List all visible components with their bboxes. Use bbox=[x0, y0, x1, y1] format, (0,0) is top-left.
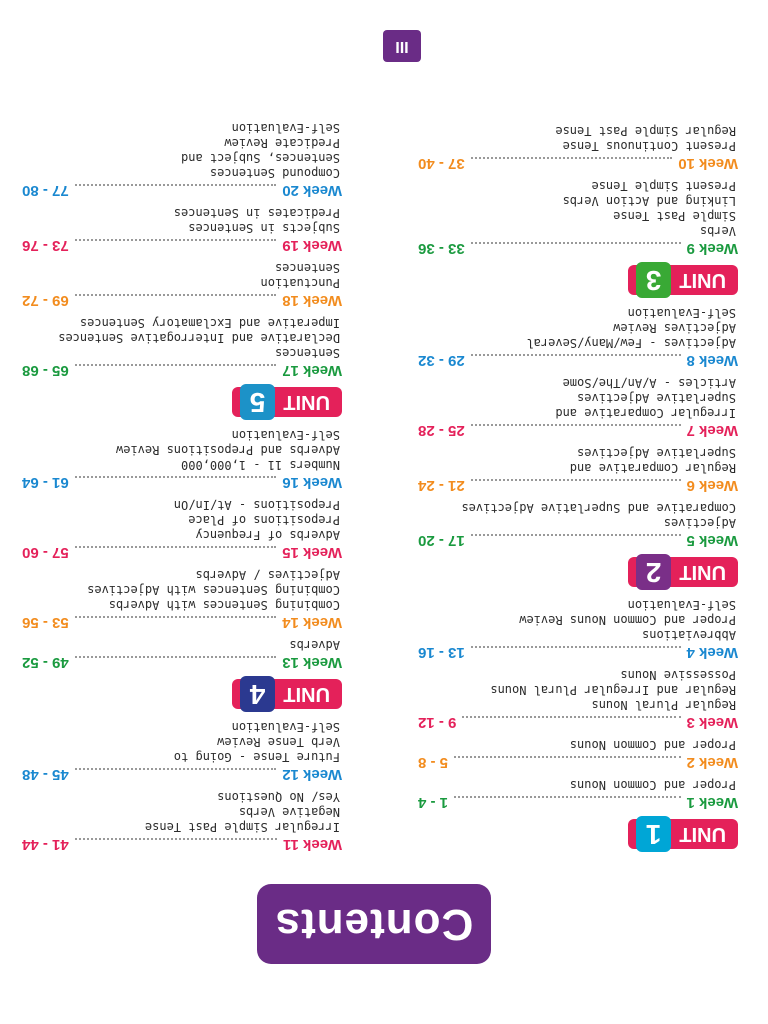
unit-badge bbox=[232, 679, 342, 709]
dot-leader bbox=[471, 355, 681, 367]
topic-item: Proper and Common Nouns bbox=[569, 738, 736, 752]
unit-badge bbox=[232, 387, 342, 417]
week-row bbox=[22, 182, 342, 199]
topic-item: Punctuation bbox=[260, 276, 340, 290]
unit-header bbox=[22, 679, 342, 709]
topic-list bbox=[22, 789, 340, 834]
week-entry bbox=[22, 719, 342, 783]
week-entry bbox=[22, 497, 342, 561]
week-label: Week 17 bbox=[282, 362, 342, 379]
topic-item: Possessive Nouns bbox=[620, 668, 736, 682]
topic-list bbox=[22, 315, 340, 360]
unit-header bbox=[418, 265, 738, 295]
week-label: Week 9 bbox=[686, 240, 738, 257]
week-row bbox=[418, 240, 738, 257]
topic-item: Present Continuous Tense bbox=[562, 139, 736, 153]
week-entry bbox=[22, 427, 342, 491]
week-entry bbox=[418, 178, 738, 257]
contents-column-right bbox=[22, 118, 342, 859]
topic-item: Self-Evaluation bbox=[627, 306, 736, 320]
topic-item: Irregular Comparative and bbox=[555, 406, 736, 420]
week-pages: 5 - 8 bbox=[418, 754, 449, 771]
week-entry bbox=[22, 567, 342, 631]
topic-item: Predicate Review bbox=[224, 136, 340, 150]
week-entry bbox=[418, 777, 738, 811]
unit-header bbox=[22, 387, 342, 417]
topic-item: Sentences bbox=[274, 261, 340, 275]
dot-leader bbox=[75, 477, 277, 489]
week-pages: 45 - 48 bbox=[22, 766, 69, 783]
topic-item: Self-Evaluation bbox=[231, 121, 340, 135]
topic-list bbox=[22, 260, 340, 290]
topic-list bbox=[22, 205, 340, 235]
topic-list bbox=[418, 737, 736, 752]
week-pages: 73 - 76 bbox=[22, 237, 69, 254]
week-label: Week 16 bbox=[282, 474, 342, 491]
unit-label: UNIT bbox=[679, 823, 726, 846]
unit-number: 3 bbox=[636, 262, 672, 298]
week-row bbox=[418, 644, 738, 661]
unit-header bbox=[418, 819, 738, 849]
topic-list bbox=[418, 445, 736, 475]
topic-item: Adjectives bbox=[663, 516, 736, 530]
topic-item: Verb Tense Review bbox=[217, 735, 340, 749]
topic-item: Regular Plural Nouns bbox=[591, 698, 736, 712]
week-pages: 77 - 80 bbox=[22, 182, 69, 199]
topic-item: Comparative and Superlative Adjectives bbox=[461, 501, 736, 515]
week-pages: 37 - 40 bbox=[418, 155, 465, 172]
topic-item: Linking and Action Verbs bbox=[562, 194, 736, 208]
week-label: Week 18 bbox=[282, 292, 342, 309]
dot-leader bbox=[471, 158, 673, 170]
week-pages: 1 - 4 bbox=[418, 794, 449, 811]
week-entry bbox=[22, 260, 342, 309]
dot-leader bbox=[471, 425, 681, 437]
topic-item: Self-Evaluation bbox=[231, 720, 340, 734]
week-pages: 33 - 36 bbox=[418, 240, 465, 257]
topic-item: Sentences, Subject and bbox=[181, 151, 340, 165]
week-entry bbox=[418, 375, 738, 439]
topic-item: Self-Evaluation bbox=[231, 428, 340, 442]
week-entry bbox=[22, 789, 342, 853]
topic-item: Combining Sentences with Adjectives bbox=[87, 583, 340, 597]
topic-item: Negative Verbs bbox=[238, 805, 340, 819]
week-label: Week 5 bbox=[686, 532, 738, 549]
dot-leader bbox=[75, 839, 277, 851]
week-label: Week 11 bbox=[283, 836, 342, 853]
dot-leader bbox=[75, 185, 277, 197]
topic-list bbox=[418, 178, 736, 238]
dot-leader bbox=[454, 797, 681, 809]
week-row bbox=[22, 836, 342, 853]
topic-item: Adverbs of Frequency bbox=[195, 528, 340, 542]
week-entry bbox=[418, 667, 738, 731]
dot-leader bbox=[75, 365, 277, 377]
topic-item: Prepositions of Place bbox=[188, 513, 340, 527]
week-label: Week 6 bbox=[686, 477, 738, 494]
dot-leader bbox=[75, 657, 277, 669]
dot-leader bbox=[454, 757, 681, 769]
week-entry bbox=[418, 123, 738, 172]
week-row bbox=[418, 155, 738, 172]
topic-list bbox=[418, 375, 736, 420]
week-label: Week 3 bbox=[686, 714, 738, 731]
unit-number: 4 bbox=[240, 676, 276, 712]
topic-list bbox=[418, 123, 736, 153]
week-label: Week 10 bbox=[678, 155, 738, 172]
week-pages: 17 - 20 bbox=[418, 532, 465, 549]
unit-badge bbox=[628, 557, 738, 587]
topic-item: Articles - A/An/The/Some bbox=[562, 376, 736, 390]
week-row bbox=[22, 654, 342, 671]
topic-list bbox=[22, 427, 340, 472]
week-label: Week 1 bbox=[686, 794, 738, 811]
week-entry bbox=[22, 205, 342, 254]
dot-leader bbox=[75, 617, 277, 629]
topic-list bbox=[418, 597, 736, 642]
week-entry bbox=[418, 597, 738, 661]
unit-label: UNIT bbox=[679, 561, 726, 584]
topic-list bbox=[418, 777, 736, 792]
week-label: Week 8 bbox=[686, 352, 738, 369]
topic-item: Adjectives - Few/Many/Several bbox=[526, 336, 736, 350]
week-label: Week 13 bbox=[282, 654, 342, 671]
topic-item: Adverbs and Prepositions Review bbox=[116, 443, 340, 457]
topic-item: Present Simple Tense bbox=[591, 179, 736, 193]
dot-leader bbox=[75, 547, 277, 559]
topic-item: Adverbs bbox=[289, 638, 340, 652]
topic-item: Irregular Simple Past Tense bbox=[144, 820, 340, 834]
week-pages: 69 - 72 bbox=[22, 292, 69, 309]
week-row bbox=[22, 362, 342, 379]
week-row bbox=[22, 292, 342, 309]
week-row bbox=[418, 352, 738, 369]
topic-item: Combining Sentences with Adverbs bbox=[108, 598, 340, 612]
topic-item: Future Tense - Going to bbox=[173, 750, 340, 764]
week-label: Week 20 bbox=[282, 182, 342, 199]
week-row bbox=[418, 477, 738, 494]
topic-item: Sentences bbox=[274, 346, 340, 360]
topic-item: Self-Evaluation bbox=[627, 598, 736, 612]
dot-leader bbox=[471, 535, 681, 547]
topic-item: Prepositions - At/In/On bbox=[173, 498, 340, 512]
week-pages: 61 - 64 bbox=[22, 474, 69, 491]
page-number: III bbox=[383, 30, 421, 62]
topic-list bbox=[418, 305, 736, 350]
week-label: Week 12 bbox=[282, 766, 342, 783]
dot-leader bbox=[75, 295, 277, 307]
week-row bbox=[22, 474, 342, 491]
week-pages: 49 - 52 bbox=[22, 654, 69, 671]
unit-label: UNIT bbox=[679, 269, 726, 292]
unit-badge bbox=[628, 265, 738, 295]
week-label: Week 2 bbox=[686, 754, 738, 771]
unit-badge bbox=[628, 819, 738, 849]
topic-item: Yes/ No Questions bbox=[217, 790, 340, 804]
dot-leader bbox=[75, 240, 277, 252]
week-entry bbox=[418, 305, 738, 369]
week-row bbox=[418, 794, 738, 811]
topic-item: Compound Sentences bbox=[209, 166, 340, 180]
topic-list bbox=[22, 567, 340, 612]
topic-item: Subjects in Sentences bbox=[188, 221, 340, 235]
dot-leader bbox=[471, 647, 681, 659]
week-row bbox=[22, 614, 342, 631]
topic-item: Adjectives Review bbox=[613, 321, 736, 335]
topic-list bbox=[22, 120, 340, 180]
week-label: Week 7 bbox=[686, 422, 738, 439]
topic-item: Regular Comparative and bbox=[569, 461, 736, 475]
unit-number: 5 bbox=[240, 384, 276, 420]
topic-list bbox=[22, 637, 340, 652]
topic-item: Proper and Common Nouns Review bbox=[519, 613, 736, 627]
week-row bbox=[418, 422, 738, 439]
unit-label: UNIT bbox=[283, 683, 330, 706]
topic-item: Proper and Common Nouns bbox=[569, 778, 736, 792]
topic-item: Superlative Adjectives bbox=[577, 446, 736, 460]
week-row bbox=[418, 714, 738, 731]
week-pages: 25 - 28 bbox=[418, 422, 465, 439]
topic-item: Verbs bbox=[699, 224, 736, 238]
topic-list bbox=[418, 667, 736, 712]
dot-leader bbox=[471, 480, 681, 492]
week-pages: 9 - 12 bbox=[418, 714, 457, 731]
unit-label: UNIT bbox=[283, 391, 330, 414]
week-row bbox=[22, 237, 342, 254]
topic-item: Imperative and Exclamatory Sentences bbox=[79, 316, 340, 330]
dot-leader bbox=[75, 769, 277, 781]
week-pages: 57 - 60 bbox=[22, 544, 69, 561]
week-pages: 41 - 44 bbox=[22, 836, 69, 853]
week-pages: 13 - 16 bbox=[418, 644, 465, 661]
topic-item: Adjectives / Adverbs bbox=[195, 568, 340, 582]
topic-list bbox=[418, 500, 736, 530]
topic-item: Predicates in Sentences bbox=[173, 206, 340, 220]
week-label: Week 15 bbox=[282, 544, 342, 561]
week-entry bbox=[418, 737, 738, 771]
week-pages: 65 - 68 bbox=[22, 362, 69, 379]
topic-list bbox=[22, 497, 340, 542]
topic-item: Superlative Adjectives bbox=[577, 391, 736, 405]
week-pages: 53 - 56 bbox=[22, 614, 69, 631]
dot-leader bbox=[471, 243, 681, 255]
week-entry bbox=[418, 500, 738, 549]
topic-item: Declarative and Interrogative Sentences bbox=[58, 331, 340, 345]
topic-item: Regular Simple Past Tense bbox=[555, 124, 736, 138]
unit-number: 2 bbox=[636, 554, 672, 590]
week-pages: 21 - 24 bbox=[418, 477, 465, 494]
week-row bbox=[22, 544, 342, 561]
contents-column-left bbox=[418, 121, 738, 859]
week-entry bbox=[22, 315, 342, 379]
week-row bbox=[22, 766, 342, 783]
topic-list bbox=[22, 719, 340, 764]
week-row bbox=[418, 532, 738, 549]
week-pages: 29 - 32 bbox=[418, 352, 465, 369]
unit-header bbox=[418, 557, 738, 587]
topic-item: Regular and Irregular Plural Nouns bbox=[490, 683, 736, 697]
topic-item: Numbers 11 - 1,000,000 bbox=[181, 458, 340, 472]
week-label: Week 4 bbox=[686, 644, 738, 661]
week-entry bbox=[418, 445, 738, 494]
week-entry bbox=[22, 120, 342, 199]
dot-leader bbox=[462, 717, 680, 729]
week-label: Week 14 bbox=[282, 614, 342, 631]
topic-item: Simple Past Tense bbox=[613, 209, 736, 223]
contents-title: Contents bbox=[257, 884, 491, 964]
week-row bbox=[418, 754, 738, 771]
week-entry bbox=[22, 637, 342, 671]
unit-number: 1 bbox=[636, 816, 672, 852]
topic-item: Abbreviations bbox=[642, 628, 736, 642]
week-label: Week 19 bbox=[282, 237, 342, 254]
